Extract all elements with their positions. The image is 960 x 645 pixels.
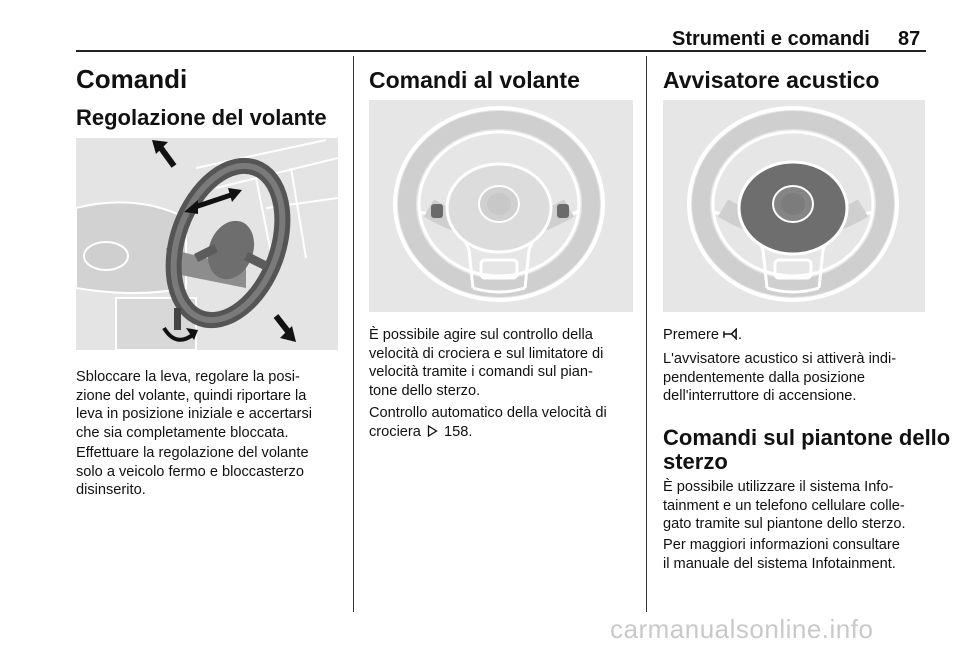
section-title-avvisatore: Avvisatore acustico (663, 67, 880, 93)
column-divider-2 (646, 56, 647, 612)
subsection-title-regolazione: Regolazione del volante (76, 105, 327, 130)
page-reference-link[interactable]: 158. (444, 423, 473, 440)
running-header-title: Strumenti e comandi (672, 28, 870, 50)
steering-wheel-horn-illustration (663, 100, 925, 312)
steering-wheel-controls-illustration (369, 100, 633, 312)
col3-press-line: Premere . (663, 327, 743, 343)
page-number: 87 (898, 28, 921, 50)
col2-paragraph-2 (369, 404, 607, 441)
col2-paragraph-1: È possibile agire sul controllo della velocità di crociera e sul limitatore di velocità tramite i comandi sul pian- tone dello sterzo. (369, 327, 604, 399)
steering-adjust-illustration (76, 138, 338, 350)
column-divider-1 (353, 56, 354, 612)
steering-adjust-figure (76, 138, 338, 350)
horn-figure (663, 100, 925, 312)
watermark: carmanualsonline.info (610, 614, 874, 644)
press-text: Premere (663, 327, 719, 343)
section-title-comandi: Comandi (76, 64, 188, 94)
col3-paragraph-3: È possibile utilizzare il sistema Info- tainment e un telefono cellulare colle- gato tramite sul piantone dello sterzo. (663, 479, 906, 532)
horn-icon (723, 328, 738, 340)
col1-paragraph-1: Sbloccare la leva, regolare la posi- zione del volante, quindi riportare la leva in posizione iniziale e accertarsi che sia completamente bloccata. (76, 369, 313, 441)
col2-paragraph-2-text: Controllo automatico della velocità di crociera (369, 405, 607, 440)
section-title-comandi-volante: Comandi al volante (369, 67, 580, 93)
col3-paragraph-4: Per maggiori informazioni consultare il manuale del sistema Infotainment. (663, 537, 900, 572)
subsection-title-piantone: Comandi sul piantone dello sterzo (663, 425, 951, 474)
steering-controls-figure (369, 100, 633, 312)
col1-paragraph-2: Effettuare la regolazione del volante solo a veicolo fermo e bloccasterzo disinserito. (76, 445, 309, 498)
col3-paragraph-2: L'avvisatore acustico si attiverà indi- pendentemente dalla posizione dell'interruttore di accensione. (663, 351, 897, 404)
header-rule (76, 50, 926, 52)
page-reference-arrow-icon[interactable] (425, 425, 440, 437)
